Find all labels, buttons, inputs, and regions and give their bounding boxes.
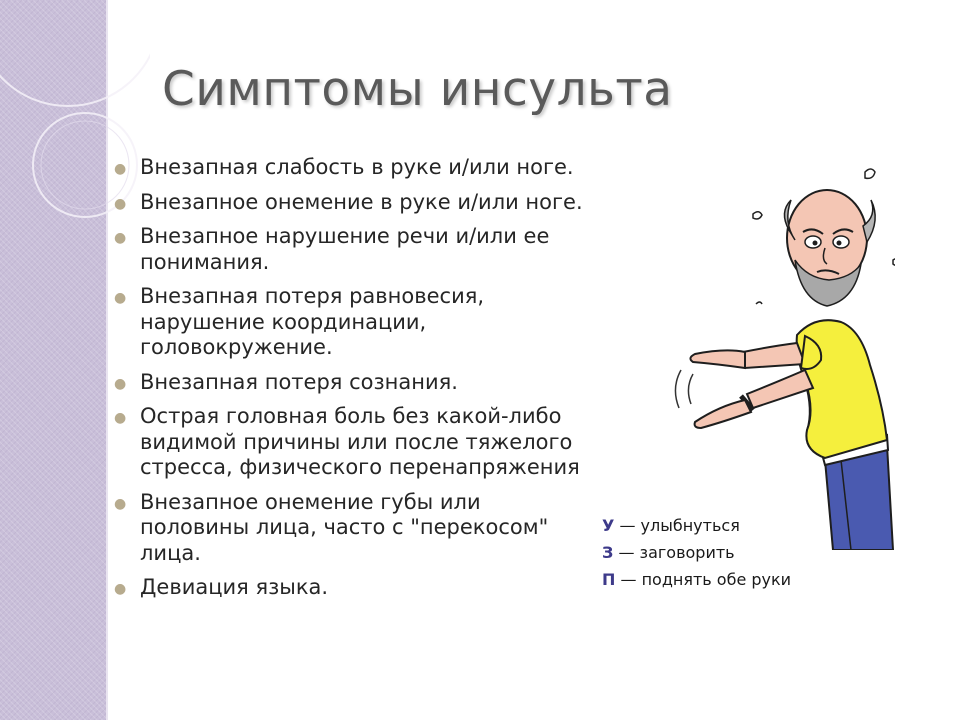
bullet-dot-icon: ● bbox=[114, 410, 127, 426]
list-item: ● Внезапное нарушение речи и/или ее понимания. bbox=[114, 224, 550, 274]
list-item: ● Острая головная боль без какой-либо видимой причины или после тяжелого стресса, физического перенапряжения bbox=[114, 404, 580, 479]
bullet-dot-icon: ● bbox=[114, 290, 127, 306]
list-item: ● Внезапная потеря сознания. bbox=[112, 370, 592, 396]
slide-title: Симптомы инсульта bbox=[162, 62, 673, 117]
legend-row: П — поднять обе руки bbox=[602, 570, 792, 589]
list-item: ● Внезапная слабость в руке и/или ноге. bbox=[112, 155, 592, 181]
list-item: ● Внезапное онемение губы или половины лица, часто с "перекосом" лица. bbox=[114, 489, 549, 565]
bullet-dot-icon: ● bbox=[114, 161, 127, 177]
bullet-dot-icon: ● bbox=[114, 195, 127, 212]
legend-row: З — заговорить bbox=[602, 543, 735, 562]
bullet-dot-icon: ● bbox=[114, 495, 127, 512]
bullet-dot-icon: ● bbox=[114, 581, 127, 597]
list-item: ● Внезапное онемение в руке и/или ноге. bbox=[112, 190, 592, 216]
bullet-dot-icon: ● bbox=[114, 375, 127, 392]
list-item: ● Внезапная потеря равновесия, нарушение координации, головокружение. bbox=[114, 284, 485, 359]
legend-row: У — улыбнуться bbox=[602, 516, 740, 535]
man-raising-arms-illustration bbox=[655, 160, 895, 550]
bullet-dot-icon: ● bbox=[114, 230, 127, 246]
symptom-list bbox=[112, 155, 592, 610]
fast-mnemonic-legend bbox=[602, 512, 791, 593]
list-item: ● Девиация языка. bbox=[112, 575, 592, 601]
